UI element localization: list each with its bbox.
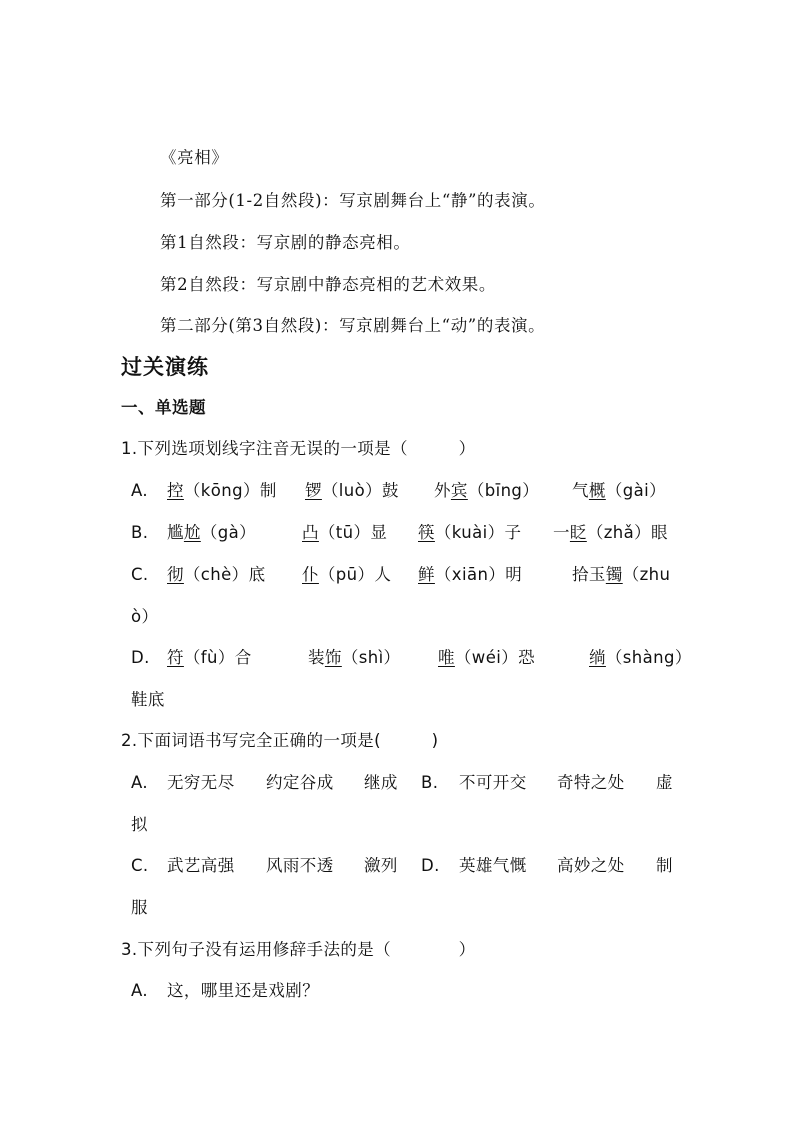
summary-part1: 第一部分(1-2自然段)：写京剧舞台上“静”的表演。 — [160, 191, 546, 210]
option-label: A. — [131, 773, 149, 792]
q1-d-word3: 唯（wéi）恐 — [438, 648, 536, 667]
q1-d-word1: 符（fù）合 — [167, 648, 252, 667]
summary-title: 《亮相》 — [160, 148, 229, 167]
q2-c-word1: 武艺高强 — [167, 856, 235, 875]
q1-c-word4: 拾玉镯（zhu — [572, 565, 671, 584]
q2-stem: 2.下面词语书写完全正确的一项是( ) — [121, 731, 439, 750]
summary-para2: 第2自然段：写京剧中静态亮相的艺术效果。 — [160, 275, 496, 294]
section-title: 过关演练 — [121, 355, 209, 379]
option-label: A. — [131, 981, 149, 1000]
q1-a-word3: 外宾（bīng） — [434, 481, 540, 500]
summary-part2: 第二部分(第3自然段)：写京剧舞台上“动”的表演。 — [160, 316, 546, 335]
option-label: D. — [421, 856, 440, 875]
option-label: A. — [131, 481, 149, 500]
q1-stem: 1.下列选项划线字注音无误的一项是（ ） — [121, 439, 476, 458]
q2-d-word1: 英雄气慨 — [459, 856, 527, 875]
q2-a-word3: 继成 — [364, 773, 398, 792]
q1-b-word1: 尴尬（gà） — [167, 523, 256, 542]
option-label: B. — [131, 523, 149, 542]
q1-a-word4: 气概（gài） — [572, 481, 666, 500]
q1-c-word2: 仆（pū）人 — [302, 565, 392, 584]
q1-b-word2: 凸（tū）显 — [302, 523, 388, 542]
q1-d-word4: 绱（shàng） — [589, 648, 692, 667]
q2-a-word1: 无穷无尽 — [167, 773, 235, 792]
q1-a-word2: 锣（luò）鼓 — [305, 481, 399, 500]
option-label: D. — [131, 648, 150, 667]
q2-c-word3: 瀲列 — [364, 856, 398, 875]
q3-stem: 3.下列句子没有运用修辞手法的是（ ） — [121, 940, 476, 959]
q3-a-text: 这，哪里还是戏剧？ — [167, 981, 320, 1000]
q1-c-continuation: ò） — [131, 607, 159, 626]
q1-c-word1: 彻（chè）底 — [167, 565, 266, 584]
q1-d-word2: 装饰（shì） — [308, 648, 401, 667]
q1-b-word4: 一眨（zhǎ）眼 — [553, 523, 668, 542]
summary-para1: 第1自然段：写京剧的静态亮相。 — [160, 233, 411, 252]
q2-ab-continuation: 拟 — [131, 815, 148, 834]
q1-c-word3: 鲜（xiān）明 — [418, 565, 523, 584]
option-label: B. — [421, 773, 439, 792]
q1-a-word1: 控（kōng）制 — [167, 481, 277, 500]
q1-d-continuation: 鞋底 — [131, 690, 165, 709]
q2-d-word2: 高妙之处 — [557, 856, 625, 875]
option-label: C. — [131, 856, 149, 875]
q1-b-word3: 筷（kuài）子 — [418, 523, 522, 542]
q2-c-word2: 风雨不透 — [266, 856, 334, 875]
q2-a-word2: 约定谷成 — [266, 773, 334, 792]
q2-d-word3: 制 — [656, 856, 673, 875]
subsection-title: 一、单选题 — [121, 398, 206, 417]
option-label: C. — [131, 565, 149, 584]
q2-b-word3: 虚 — [656, 773, 673, 792]
q2-cd-continuation: 服 — [131, 898, 148, 917]
q2-b-word2: 奇特之处 — [557, 773, 625, 792]
q2-b-word1: 不可开交 — [459, 773, 527, 792]
